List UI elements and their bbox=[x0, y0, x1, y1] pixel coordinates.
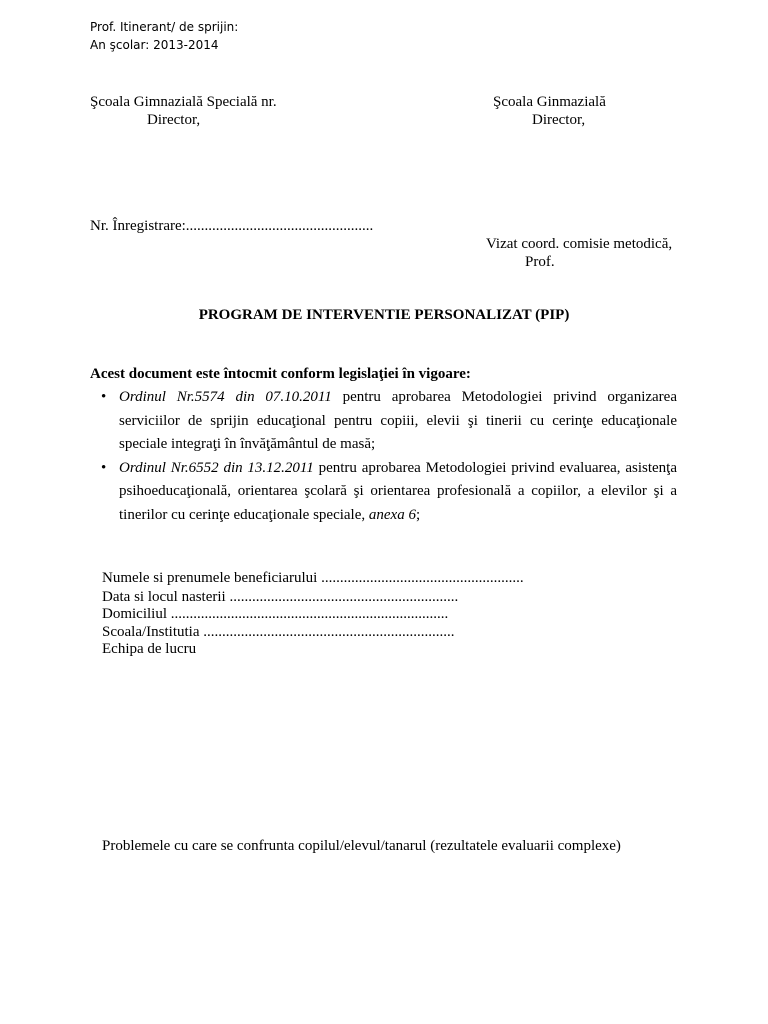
order-reference: Ordinul Nr.6552 din 13.12.2011 bbox=[119, 459, 314, 476]
field-domicile: Domiciliul .......................................................................... bbox=[102, 606, 449, 622]
right-school-name: Şcoala Ginmazială bbox=[493, 94, 606, 110]
order-tail: ; bbox=[415, 506, 421, 523]
field-school-institution: Scoala/Institutia ................................................................... bbox=[102, 624, 455, 640]
vizat-coordinator: Vizat coord. comisie metodică, bbox=[486, 236, 673, 252]
registration-number: Nr. Înregistrare:.................................................. bbox=[90, 218, 374, 234]
header-school-year-line: An şcolar: 2013-2014 bbox=[90, 38, 219, 52]
legislation-list bbox=[91, 386, 677, 527]
legislation-intro: Acest document este întocmit conform legislaţiei în vigoare: bbox=[90, 366, 471, 382]
bullet-icon: • bbox=[101, 389, 107, 405]
vizat-prof: Prof. bbox=[525, 254, 555, 270]
field-birth-date-place: Data si locul nasterii ............................................................. bbox=[102, 589, 459, 605]
problems-heading: Problemele cu care se confrunta copilul/elevul/tanarul (rezultatele evaluarii complexe) bbox=[102, 838, 621, 854]
field-work-team: Echipa de lucru bbox=[102, 641, 197, 657]
left-school-name: Şcoala Gimnazială Specială nr. bbox=[90, 94, 277, 110]
left-director-label: Director, bbox=[147, 112, 201, 128]
bullet-icon: • bbox=[101, 459, 107, 476]
order-description: pentru aprobarea Metodologiei privind evaluarea, asistenţa psihoeducaţională, orientarea şcolară şi orientarea profesională a copiilor, a elevilor şi a tinerilor cu cerinţe educaţionale speciale, bbox=[119, 459, 677, 523]
order-reference: Ordinul Nr.5574 din 07.10.2011 bbox=[119, 389, 332, 405]
document-title: PROGRAM DE INTERVENTIE PERSONALIZAT (PIP) bbox=[198, 307, 570, 323]
header-teacher-line: Prof. Itinerant/ de sprijin: bbox=[90, 20, 239, 34]
right-director-label: Director, bbox=[532, 112, 586, 128]
list-item bbox=[91, 457, 677, 528]
list-item bbox=[91, 386, 677, 457]
field-beneficiary-name: Numele si prenumele beneficiarului ...................................................... bbox=[102, 570, 524, 586]
order-description: pentru aprobarea Metodologiei privind organizarea serviciilor de sprijin educaţional pentru copiii, elevii şi tinerii cu cerinţe educaţionale speciale integraţi în învăţământul de masă; bbox=[119, 389, 677, 452]
annex-reference: anexa 6 bbox=[368, 506, 416, 523]
